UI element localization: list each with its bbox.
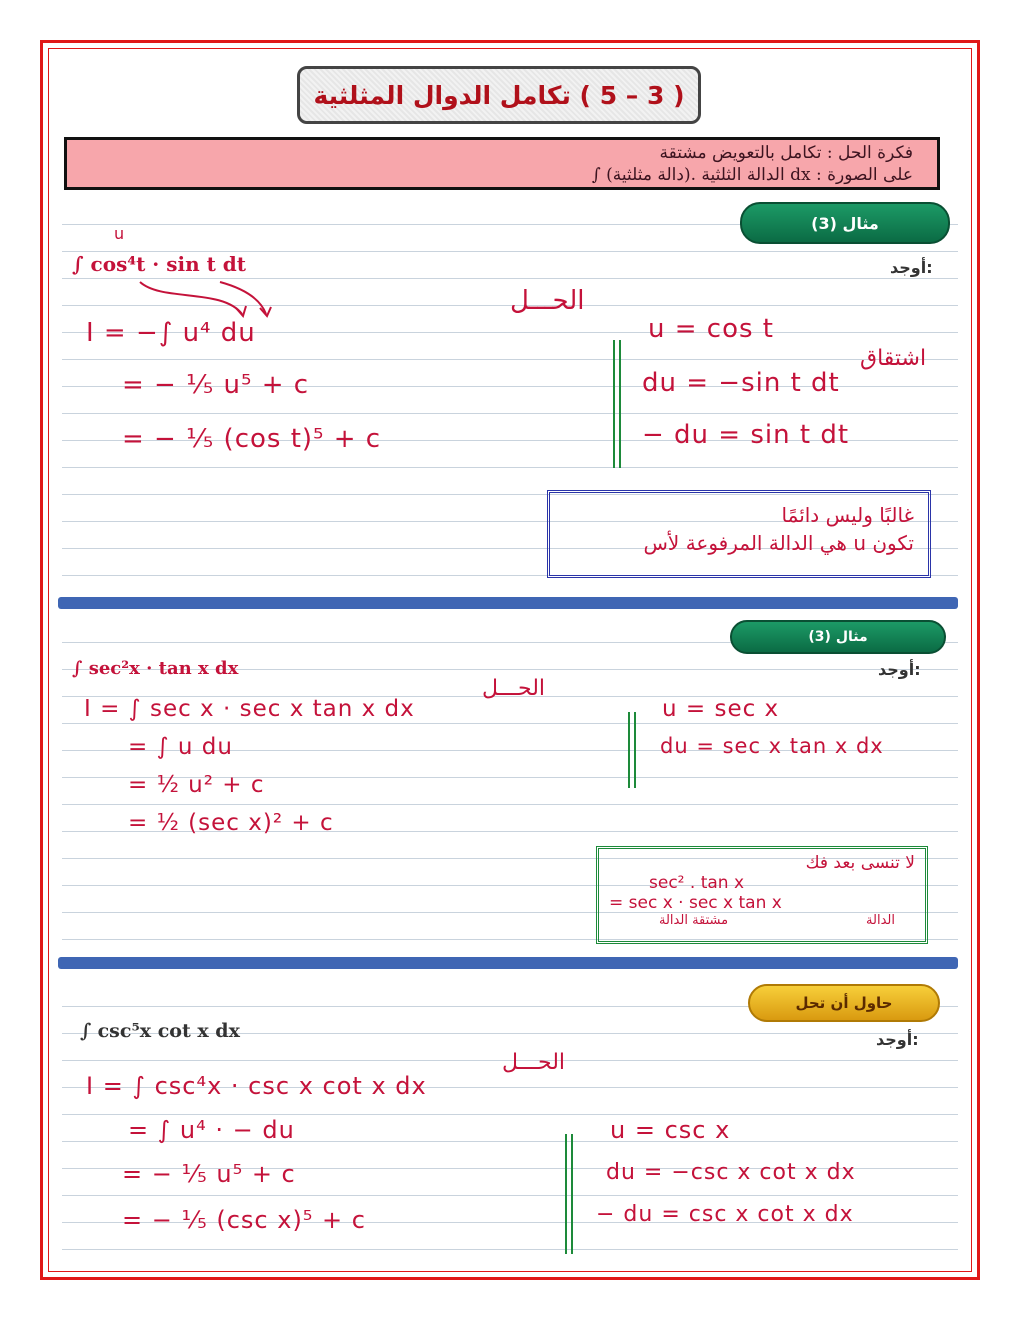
try-it-panel xyxy=(62,980,958,1262)
example-2-sub-1: u = sec x xyxy=(662,696,780,722)
example-2-note-line-1: لا تنسى بعد فك xyxy=(805,853,915,873)
try-it-sub-2: du = −csc x cot x dx xyxy=(606,1160,856,1185)
lesson-title-box xyxy=(297,66,701,124)
example-1-derivative-word: اشتقاق xyxy=(860,346,927,371)
example-1-sub-1: u = cos t xyxy=(648,314,774,344)
try-it-step-4: = − ¹⁄₅ (csc x)⁵ + c xyxy=(122,1206,366,1234)
example-1-divider-rule xyxy=(613,340,621,468)
example-2-integral: ∫ sec²x · tan x dx xyxy=(72,658,239,679)
example-1-u-mark: u xyxy=(114,224,126,243)
example-2-panel xyxy=(62,616,958,950)
section-divider-2 xyxy=(58,957,958,969)
try-it-step-2: = ∫ u⁴ · − du xyxy=(128,1116,295,1144)
example-1-step-1: I = −∫ u⁴ du xyxy=(86,318,256,348)
example-1-find-label: أوجد: xyxy=(890,258,933,277)
try-it-find-label: أوجد: xyxy=(876,1030,919,1049)
example-1-badge: مثال (3) xyxy=(740,202,950,244)
example-2-solution-word: الحـــل xyxy=(482,676,546,701)
try-it-badge: حاول أن تحل xyxy=(748,984,940,1022)
example-2-find-label: أوجد: xyxy=(878,660,921,679)
example-1-note-line-2: تكون u هي الدالة المرفوعة لأس xyxy=(643,531,914,555)
example-2-note-function: الدالة xyxy=(866,913,895,928)
lesson-title: ( 3 – 5 ) تكامل الدوال المثلثية xyxy=(313,80,685,110)
idea-line-1: فكرة الحل : تكامل بالتعويض مشتقة xyxy=(659,142,913,163)
example-2-step-3: = ½ u² + c xyxy=(128,772,265,798)
example-1-sub-2: du = −sin t dt xyxy=(642,368,840,398)
section-divider-1 xyxy=(58,597,958,609)
try-it-sub-1: u = csc x xyxy=(610,1116,731,1144)
example-1-integral: ∫ cos⁴t · sin t dt xyxy=(72,252,246,276)
example-1-step-3: = − ¹⁄₅ (cos t)⁵ + c xyxy=(122,424,382,454)
idea-line-2: على الصورة : dx الدالة الثلثية .(دالة مثلثية) ∫ xyxy=(591,164,913,185)
example-2-sub-2: du = sec x tan x dx xyxy=(660,734,884,758)
example-2-divider-rule xyxy=(628,712,636,788)
example-1-step-2: = − ¹⁄₅ u⁵ + c xyxy=(122,370,310,400)
example-2-note-line-3: = sec x · sec x tan x xyxy=(609,893,782,913)
example-2-step-1: I = ∫ sec x · sec x tan x dx xyxy=(84,696,415,722)
example-1-note-box xyxy=(547,490,931,578)
example-2-step-2: = ∫ u du xyxy=(128,734,233,760)
example-2-note-derivative: مشتقة الدالة xyxy=(659,913,729,928)
example-1-note-line-1: غالبًا وليس دائمًا xyxy=(781,503,914,527)
try-it-solution-word: الحـــل xyxy=(502,1050,566,1075)
try-it-sub-3: − du = csc x cot x dx xyxy=(596,1202,854,1227)
try-it-integral: ∫ csc⁵x cot x dx xyxy=(80,1020,240,1042)
solution-idea-box xyxy=(64,137,940,190)
example-2-note-box xyxy=(596,846,928,944)
try-it-step-3: = − ¹⁄₅ u⁵ + c xyxy=(122,1160,296,1188)
example-1-panel xyxy=(62,198,958,590)
example-2-note-line-2: sec² . tan x xyxy=(649,873,745,893)
try-it-divider-rule xyxy=(565,1134,573,1254)
try-it-step-1: I = ∫ csc⁴x · csc x cot x dx xyxy=(86,1072,427,1100)
example-1-sub-3: − du = sin t dt xyxy=(642,420,850,450)
example-2-badge: مثال (3) xyxy=(730,620,946,654)
example-2-step-4: = ½ (sec x)² + c xyxy=(128,810,334,836)
example-1-solution-word: الحـــل xyxy=(510,286,585,316)
